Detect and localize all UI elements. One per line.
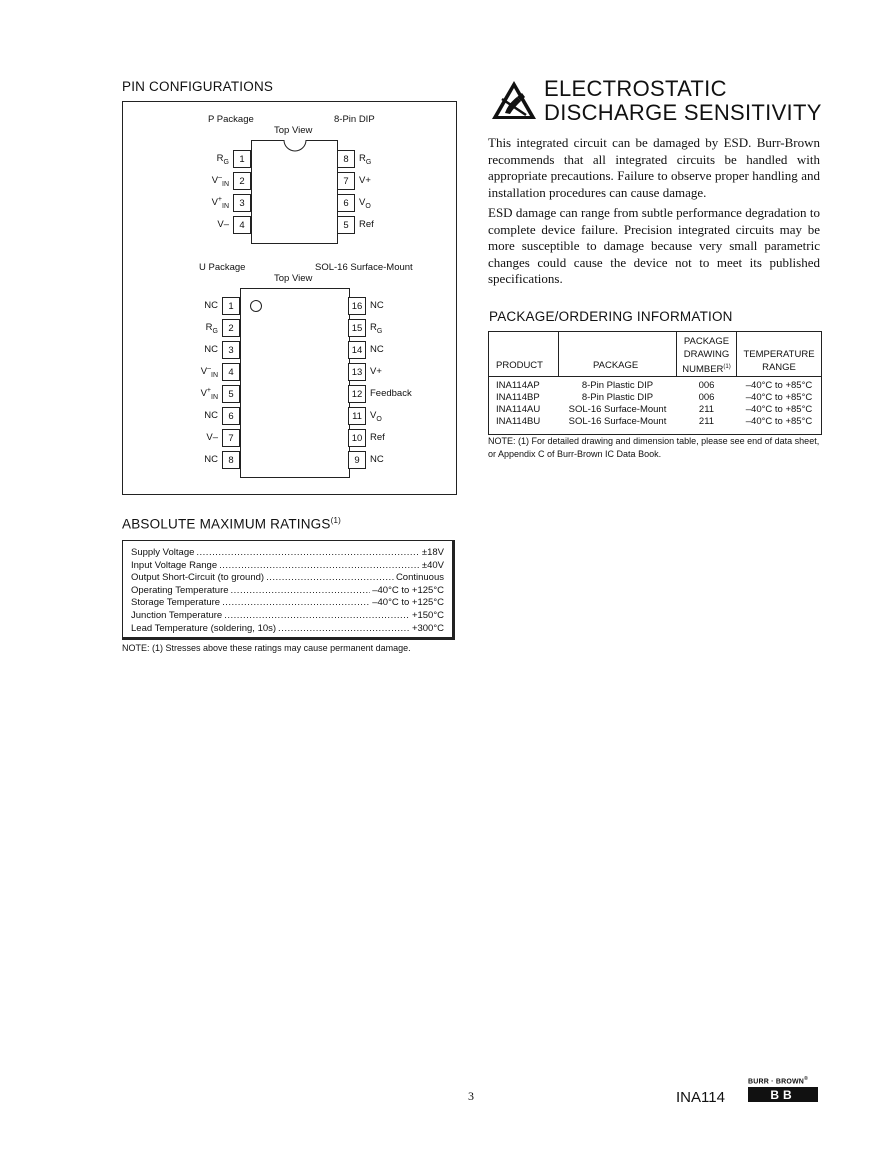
pin-number: 11 (348, 407, 366, 425)
pin-name-left (204, 300, 218, 311)
ordering-cell-product: INA114AU (496, 404, 541, 415)
pin-number: 10 (348, 429, 366, 447)
abs-max-value: –40°C to +125°C (372, 584, 444, 596)
pin-name-right (370, 344, 384, 355)
ordering-cell-drawing: 211 (698, 404, 715, 415)
ordering-header-temp (737, 348, 821, 374)
pin-name-left (206, 322, 218, 333)
pin-name-sub: O (365, 203, 371, 210)
pin-name-base: R (205, 322, 213, 333)
pin-name-right (359, 153, 371, 164)
esd-paragraph-2: ESD damage can range from subtle performance degradation to complete device failure. Precision integrated circuits may be more susceptible to damage because very small parametric changes could cause the device not to meet its published specifications. (488, 205, 820, 286)
pin-name-sup: – (207, 365, 211, 372)
pin-number: 4 (233, 216, 251, 234)
pin-name-sub: IN (211, 372, 218, 379)
pin-name-left (201, 366, 218, 377)
pin-name-base: V+ (359, 175, 371, 186)
ordering-table-box (488, 331, 822, 435)
pin-name-right (359, 197, 371, 208)
ordering-cell-product: INA114AP (496, 380, 540, 391)
pin-name-base: NC (204, 300, 218, 311)
pin-name-right (370, 300, 384, 311)
pin-name-base: V (211, 175, 219, 186)
ordering-cell-drawing: 006 (698, 380, 715, 391)
pin-name-left (212, 175, 229, 186)
ordering-header-drawing-l2: DRAWING (683, 349, 730, 360)
pin-name-right (370, 454, 384, 465)
pin-name-right (370, 410, 382, 421)
pin-number: 12 (348, 385, 366, 403)
pin-name-base: V (211, 197, 218, 208)
pin-name-base: NC (204, 344, 218, 355)
ordering-cell-product: INA114BP (496, 392, 540, 403)
esd-title-line2: DISCHARGE SENSITIVITY (544, 100, 822, 125)
pin-name-left (212, 197, 229, 208)
pin-config-box (122, 101, 457, 495)
abs-max-leader-dots (196, 547, 419, 560)
pin-name-sub: G (212, 328, 218, 335)
abs-max-rows (131, 547, 444, 635)
pin-number: 8 (337, 150, 355, 168)
pin-name-sub: IN (222, 203, 229, 210)
abs-max-leader-dots (231, 585, 371, 598)
p-package-label: P Package (208, 114, 254, 125)
ordering-header-temp-l2: RANGE (762, 362, 796, 373)
pin-name-sup: + (206, 387, 211, 394)
pin-number: 15 (348, 319, 366, 337)
esd-warning-icon (490, 79, 538, 121)
table-row (489, 392, 821, 404)
pin-name-base: Ref (370, 432, 385, 443)
pin-name-base: Ref (359, 219, 374, 230)
logo-mark (748, 1087, 818, 1102)
pin-name-base: NC (370, 344, 384, 355)
u-package-view: Top View (274, 273, 313, 284)
logo-mark-text: BB (770, 1087, 796, 1102)
pin1-dot-marker (249, 299, 263, 313)
pin-name-base: R (359, 153, 366, 164)
pin-name-sub: O (376, 416, 382, 423)
abs-max-leader-dots (266, 572, 394, 585)
pin-name-base: V (359, 197, 366, 208)
table-row (489, 404, 821, 416)
ordering-header-drawing (677, 335, 736, 376)
abs-max-row (131, 597, 444, 610)
dip-notch (283, 139, 307, 153)
pin-name-left (201, 388, 218, 399)
ordering-rows (489, 380, 821, 428)
pin-number: 16 (348, 297, 366, 315)
abs-max-value: –40°C to +125°C (372, 597, 444, 609)
abs-max-label: Output Short-Circuit (to ground) (131, 572, 265, 584)
pin-number: 4 (222, 363, 240, 381)
pin-name-sub: G (223, 159, 229, 166)
abs-max-note: NOTE: (1) Stresses above these ratings may cause permanent damage. (122, 643, 411, 653)
ordering-cell-drawing: 211 (698, 416, 715, 427)
abs-max-value: +150°C (411, 609, 444, 621)
pin-name-right (370, 322, 382, 333)
pin-name-base: V– (217, 219, 229, 230)
ordering-cell-package: 8-Pin Plastic DIP (581, 392, 654, 403)
abs-max-leader-dots (219, 560, 420, 573)
abs-max-leader-dots (278, 623, 410, 636)
abs-max-label: Lead Temperature (soldering, 10s) (131, 622, 277, 634)
pin-name-base: V (200, 366, 208, 377)
ordering-cell-temp: –40°C to +85°C (745, 380, 813, 391)
pin-number: 7 (222, 429, 240, 447)
abs-max-label: Supply Voltage (131, 547, 195, 558)
pin-number: 5 (222, 385, 240, 403)
u-package-label: U Package (199, 262, 246, 273)
ordering-header-drawing-l1: PACKAGE (683, 336, 730, 347)
logo-text: BURR · BROWN (748, 1078, 805, 1086)
pin-number: 1 (233, 150, 251, 168)
pin-name-left (206, 432, 218, 443)
pin-name-base: NC (204, 454, 218, 465)
pin-number: 3 (233, 194, 251, 212)
ordering-cell-package: SOL-16 Surface-Mount (568, 404, 667, 415)
sol16-chip-body (240, 288, 350, 478)
abs-max-row (131, 547, 444, 560)
abs-max-value: ±18V (421, 547, 444, 558)
abs-max-title (122, 516, 341, 532)
pin-name-sub: G (376, 328, 383, 335)
pin-name-left (217, 219, 229, 230)
abs-max-leader-dots (224, 610, 410, 623)
pin-number: 2 (233, 172, 251, 190)
pin-name-base: V (200, 388, 207, 399)
table-row (489, 416, 821, 428)
pin-number: 6 (222, 407, 240, 425)
table-row (489, 380, 821, 392)
dip-chip-body (251, 140, 338, 244)
abs-max-title-sup: (1) (330, 516, 341, 525)
pin-name-base: NC (204, 410, 218, 421)
pin-number: 1 (222, 297, 240, 315)
pin-name-sup: – (218, 174, 222, 181)
pin-number: 7 (337, 172, 355, 190)
page-number: 3 (468, 1089, 474, 1103)
pin-number: 9 (348, 451, 366, 469)
abs-max-row (131, 585, 444, 598)
ordering-header-divider (489, 376, 821, 377)
abs-max-label: Junction Temperature (131, 609, 223, 621)
ordering-cell-temp: –40°C to +85°C (745, 392, 813, 403)
ordering-header-product: PRODUCT (496, 360, 543, 371)
pin-name-left (204, 410, 218, 421)
abs-max-row (131, 560, 444, 573)
u-package-type: SOL-16 Surface-Mount (315, 262, 413, 273)
pin-name-sub: IN (211, 394, 218, 401)
esd-title (544, 77, 822, 125)
abs-max-label: Input Voltage Range (131, 559, 218, 571)
abs-max-leader-dots (222, 597, 370, 610)
pin-name-sub: G (365, 159, 372, 166)
ordering-cell-package: SOL-16 Surface-Mount (568, 416, 667, 427)
ordering-cell-package: 8-Pin Plastic DIP (581, 380, 654, 391)
ordering-note: NOTE: (1) For detailed drawing and dimension table, please see end of data sheet, or Appendix C of Burr-Brown IC Data Book. (488, 436, 820, 459)
ordering-header-drawing-sup: (1) (723, 364, 731, 370)
pin-number: 5 (337, 216, 355, 234)
abs-max-label: Operating Temperature (131, 584, 229, 596)
abs-max-row (131, 572, 444, 585)
pin-name-base: V+ (370, 366, 382, 377)
pin-name-base: V (370, 410, 377, 421)
pin-name-right (370, 366, 382, 377)
ordering-cell-product: INA114BU (496, 416, 541, 427)
ordering-cell-temp: –40°C to +85°C (745, 416, 813, 427)
pin-number: 8 (222, 451, 240, 469)
pin-name-right (359, 175, 371, 186)
pin-name-right (370, 432, 385, 443)
pin-name-sub: IN (222, 181, 229, 188)
pin-name-sup: + (217, 196, 222, 203)
pin-name-base: R (216, 153, 224, 164)
pin-name-base: R (370, 322, 377, 333)
pin-name-left (204, 454, 218, 465)
pin-name-right (359, 219, 374, 230)
pin-name-base: Feedback (370, 388, 412, 399)
ordering-cell-temp: –40°C to +85°C (745, 404, 813, 415)
abs-max-title-text: ABSOLUTE MAXIMUM RATINGS (122, 516, 331, 532)
part-number: INA114 (676, 1089, 725, 1106)
abs-max-row (131, 610, 444, 623)
pin-name-base: NC (370, 300, 384, 311)
ordering-header-package: PACKAGE (593, 360, 639, 371)
pin-config-title: PIN CONFIGURATIONS (122, 79, 274, 94)
ordering-header-drawing-l3: NUMBER (682, 364, 724, 376)
pin-name-left (217, 153, 229, 164)
pin-number: 6 (337, 194, 355, 212)
burr-brown-logo (748, 1076, 828, 1106)
abs-max-value: Continuous (395, 572, 444, 584)
pin-name-base: NC (370, 454, 384, 465)
abs-max-value: ±40V (421, 559, 444, 571)
pin-name-base: V– (206, 432, 218, 443)
abs-max-value: +300°C (411, 622, 444, 634)
abs-max-label: Storage Temperature (131, 597, 221, 609)
logo-reg: ® (804, 1076, 808, 1082)
esd-paragraph-1: This integrated circuit can be damaged by ESD. Burr-Brown recommends that all integrated circuits be handled with appropriate precautions. Failure to observe proper handling and installation procedures can cause damage. (488, 135, 820, 200)
pin-name-right (370, 388, 412, 399)
pin-number: 14 (348, 341, 366, 359)
ordering-col-divider-1 (558, 332, 559, 376)
ordering-title: PACKAGE/ORDERING INFORMATION (489, 309, 733, 324)
esd-title-line1: ELECTROSTATIC (544, 76, 727, 101)
pin-number: 3 (222, 341, 240, 359)
pin-name-left (204, 344, 218, 355)
ordering-cell-drawing: 006 (698, 392, 715, 403)
pin-number: 2 (222, 319, 240, 337)
abs-max-box (122, 540, 455, 640)
abs-max-row (131, 623, 444, 636)
pin-number: 13 (348, 363, 366, 381)
ordering-header-temp-l1: TEMPERATURE (743, 349, 815, 360)
p-package-type: 8-Pin DIP (334, 114, 375, 125)
p-package-view: Top View (274, 125, 313, 136)
